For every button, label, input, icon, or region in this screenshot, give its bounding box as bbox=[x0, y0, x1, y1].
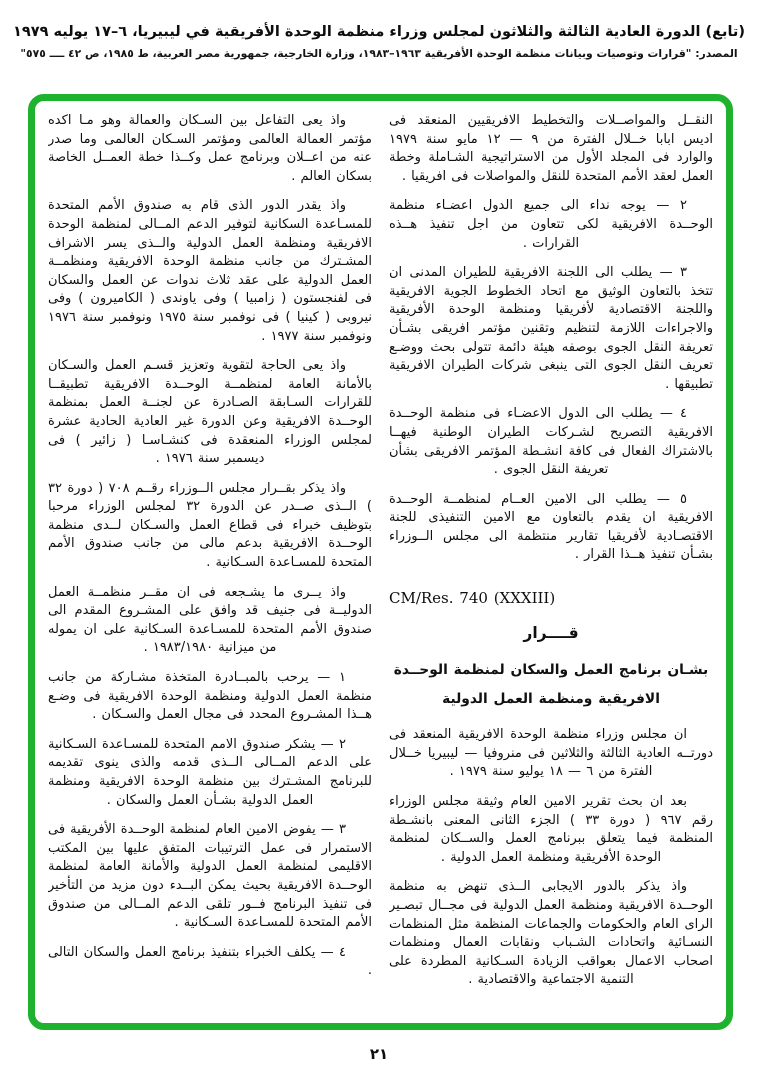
two-column-layout bbox=[35, 101, 726, 1004]
resolution-title: بشـان برنامج العمل والسكان لمنظمة الوحــدة الافريقية ومنظمة العمل الدولية bbox=[393, 662, 709, 708]
preamble-paragraph: واذ يذكر بالدور الايجابى الــذى تنهض به منظمة الوحــدة الافريقية ومنظمة العمل الدولية فى مجــال تبصـير الراى العام والحكومات والجماعات المنظمة مثل المنظمات النسـائية واتحادات الشـباب ونقابات العمال ومنظمات اصحاب الاعمال بعواقب الزيادة السـكانية المطردة على التنمية الاجتماعية والاقتصادية . bbox=[389, 879, 713, 988]
resolution-heading: قــــرار bbox=[523, 623, 579, 642]
resolution-item-3: ٣ — يفوض الامين العام لمنظمة الوحــدة الأفريقية فى الاستمرار فى عمل الترتيبات المتفق عليها بين المكتب الاقليمى لمنظمة العمل الدولية والأمانة العامة لمنظمة الوحــدة الافريقية بحيث يمكن البــدء دون مزيد من التأخير فى تنفيذ البرنامج فــور تلقى الدعم المــالى من صندوق الأمم المتحدة للمسـاعدة السـكانية . bbox=[48, 822, 372, 931]
source-line: المصدر: "قرارات وتوصيات وبيانات منظمة الوحدة الأفريقية ١٩٦٣–١٩٨٣، وزارة الخارجية، جمهورية مصر العربية، ط ١٩٨٥، ص ٤٢ ــــ ٥٧٥" bbox=[20, 47, 738, 60]
resolution-item-2: ٢ — يوجه نداء الى جميع الدول اعضـاء منظمة الوحــدة الافريقية لكى تتعاون من اجل تنفيذ هــذه القرارات . bbox=[389, 198, 713, 251]
session-title: (تابع) الدورة العادية الثالثة والثلاثون لمجلس وزراء منظمة الوحدة الأفريقية في ليبيريا، ٦–١٧ يوليه ١٩٧٩ bbox=[13, 24, 745, 40]
resolution-reference: CM/Res. 740 (XXXIII) bbox=[389, 589, 556, 608]
preamble-paragraph: واذ يقدر الدور الذى قام به صندوق الأمم المتحدة للمسـاعدة السكانية لتوفير الدعم المــالى لمنظمة الوحدة الافريقية ومنظمة العمل الدولية والــذى يسر الاشراف المشـترك من جانب منظمة الوحدة الافريقية ومنظمــة العمل الدولية على عقد ثلاث ندوات عن العمل والسكان فى لفنجستون ( زامبيا ) وفى ياوندى ( الكاميرون ) وفى نيروبى ( كينيا ) فى نوفمبر سنة ١٩٧٥ ونوفمبر سنة ١٩٧٦ ونوفمبر سنة ١٩٧٧ . bbox=[48, 198, 372, 344]
resolution-item-3: ٣ — يطلب الى اللجنة الافريقية للطيران المدنى ان تتخذ بالتعاون الوثيق مع اتحاد الخطوط الجوية الافريقية واللجنة الاقتصادية لأفريقيا ومنظمة الوحدة الأفريقية والاجراءات اللازمة لتنظيم وتقنين مؤتمر افريقى بشـأن تعريفة النقل الجوى بوصفه هيئة دائمة تتولى بحث ووضـع تعريف النقل الجوى التى ينبغى شركات الطيران الافريقية تطبيقها . bbox=[389, 265, 713, 392]
preamble-paragraph: بعد ان بحث تقرير الامين العام وثيقة مجلس الوزراء رقم ٩٦٧ ( دورة ٣٣ ) الجزء الثانى المعنى بانشـطة المنظمة فيما يتعلق ببرنامج العمل والســكان لمنظمة الوحدة الأفريقية ومنظمة العمل الدولية . bbox=[389, 793, 713, 865]
green-content-frame bbox=[28, 94, 733, 1030]
preamble-paragraph: واذ يعى الحاجة لتقوية وتعزيز قسـم العمل والسـكان بالأمانة العامة لمنظمــة الوحــدة الافريقية تطبيقــا للقرارات السـابقة الصـادرة عن لجنــة العمل بمنظمة الوحــدة الافريقية وعن الدورة غير العادية الحادية عشرة لمجلس الوزراء المنعقدة فى كنشـاسـا ( زائير ) فى ديسمبر سنة ١٩٧٦ . bbox=[48, 358, 372, 467]
preamble-paragraph: ان مجلس وزراء منظمة الوحدة الافريقية المنعقد فى دورتــه العادية الثالثة والثلاثين فى منروفيا — ليبيريا خــلال الفترة من ٦ — ١٨ يوليو سنة ١٩٧٩ . bbox=[389, 727, 713, 780]
preamble-paragraph: واذ يذكر بقــرار مجلس الــوزراء رقــم ٧٠٨ ( دورة ٣٢ ) الــذى صــدر عن الدورة ٣٢ لمجلس الوزراء مرحبا بتوظيف خبراء فى قطاع العمل والسـكان لــدى منظمة الوحــدة الافريقية بدعم مالى من جانب صندوق الأمم المتحدة للمسـاعدة السـكانية . bbox=[48, 480, 372, 571]
resolution-item-5: ٥ — يطلب الى الامين العــام لمنظمــة الوحــدة الافريقية ان يقدم بالتعاون مع الامين التنفيذى للجنة الاقتصـادية لأفريقيا تقارير منتظمة الى مجلس الــوزراء بشـأن تنفيذ هــذا القرار . bbox=[389, 491, 713, 563]
page-number: ٢١ bbox=[369, 1045, 389, 1063]
page-header bbox=[10, 24, 748, 60]
resolution-item-4: ٤ — يطلب الى الدول الاعضـاء فى منظمة الوحــدة الافريقية التصريح لشـركات الطيران الوطنية فيهــا بالاشتراك الفعال فى كافة انشـطة المؤتمر الافريقى بشأن تعريفة النقل الجوى . bbox=[389, 406, 713, 478]
preamble-paragraph: واذ يعى التفاعل بين السـكان والعمالة وهو مـا اكده مؤتمر العمالة العالمى ومؤتمر السـكان العالمى وما صدر عنه من اعــلان وبرنامج عمل وكــذا خطة العمــل الخاصة بسكان العالم . bbox=[48, 113, 372, 184]
resolution-item-2: ٢ — يشكر صندوق الامم المتحدة للمسـاعدة السـكانية على الدعم المــالى الــذى قدمه والذى ينوى تقديمه للبرنامج المشـترك بين منظمة الوحدة الافريقية ومنظمة العمل الدولية بشـأن العمل والسكان . bbox=[48, 736, 372, 808]
left-column bbox=[48, 112, 372, 996]
right-column bbox=[389, 112, 713, 996]
paragraph-continuation: النقــل والمواصــلات والتخطيط الافريقيين المنعقد فى اديس ابابا خــلال الفترة من ٩ — ١٢ مايو سنة ١٩٧٩ والوارد فى المجلد الأول من الاستراتيجية الشـاملة وخطة العمل لعقد الأمم المتحدة للنقل والمواصلات فى افريقيا . bbox=[389, 113, 713, 184]
preamble-paragraph: واذ يــرى ما يشـجعه فى ان مقــر منظمــة العمل الدوليــة فى جنيف قد وافق على المشـروع المقدم الى صندوق الأمم المتحدة للمسـاعدة السـكانية على ان يموله من ميزانية ١٩٨٣/١٩٨٠ . bbox=[48, 584, 372, 656]
resolution-item-1: ١ — يرحب بالمبــادرة المتخذة مشـاركة من جانب منظمة العمل الدولية ومنظمة الوحدة الافريقية فى وضـع هــذا المشـروع المحدد فى مجال العمل والسـكان . bbox=[48, 670, 372, 723]
resolution-item-4: ٤ — يكلف الخبراء بتنفيذ برنامج العمل والسكان التالى . bbox=[48, 944, 372, 979]
